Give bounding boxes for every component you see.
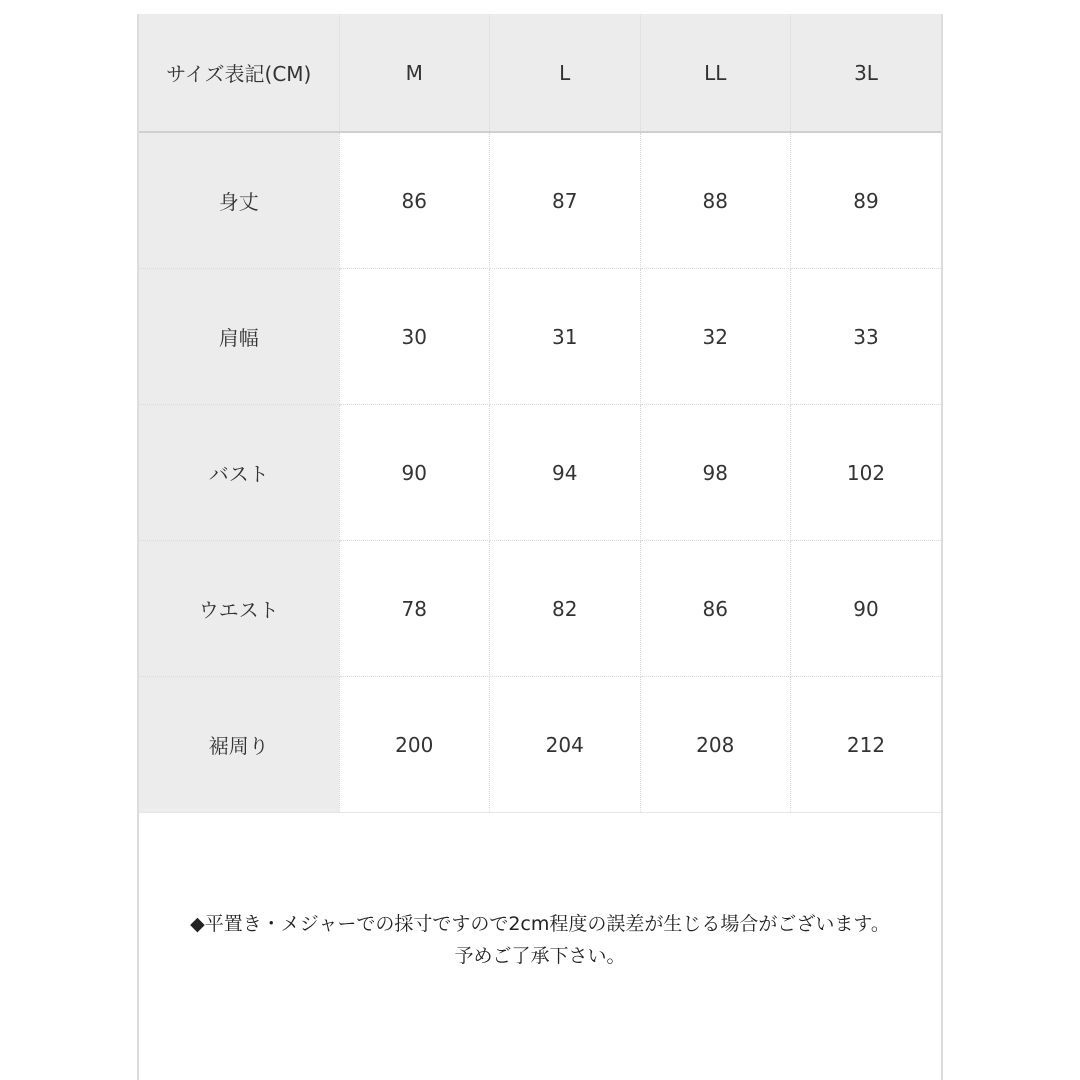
table-row-bust <box>139 405 941 541</box>
table-row-hem <box>139 677 941 813</box>
header-row <box>139 14 941 132</box>
header-size-ll: LL <box>640 14 791 132</box>
table-cell: 78 <box>339 541 490 677</box>
table-cell: 86 <box>339 132 490 269</box>
header-size-l: L <box>490 14 641 132</box>
table-cell: 90 <box>791 541 942 677</box>
table-cell: 208 <box>640 677 791 813</box>
table-cell: 82 <box>490 541 641 677</box>
table-cell: 98 <box>640 405 791 541</box>
row-label: 裾周り <box>139 677 339 813</box>
table-cell: 88 <box>640 132 791 269</box>
table-cell: 204 <box>490 677 641 813</box>
table-cell: 200 <box>339 677 490 813</box>
header-size-m: M <box>339 14 490 132</box>
table-cell: 102 <box>791 405 942 541</box>
table-cell: 31 <box>490 269 641 405</box>
table-cell: 86 <box>640 541 791 677</box>
table-cell: 89 <box>791 132 942 269</box>
table-cell: 90 <box>339 405 490 541</box>
table-cell: 33 <box>791 269 942 405</box>
header-size-label: サイズ表記(CM) <box>139 14 339 132</box>
row-label: ウエスト <box>139 541 339 677</box>
table-cell: 32 <box>640 269 791 405</box>
size-chart-table <box>139 14 941 813</box>
header-size-3l: 3L <box>791 14 942 132</box>
row-label: 肩幅 <box>139 269 339 405</box>
table-row-waist <box>139 541 941 677</box>
measurement-note <box>139 908 941 972</box>
table-cell: 212 <box>791 677 942 813</box>
note-line-2: 予めご了承下さい。 <box>454 945 626 967</box>
note-line-1: ◆平置き・メジャーでの採寸ですので2cm程度の誤差が生じる場合がございます。 <box>190 913 890 935</box>
table-row-shoulder <box>139 269 941 405</box>
row-label: バスト <box>139 405 339 541</box>
table-row-length <box>139 132 941 269</box>
table-cell: 94 <box>490 405 641 541</box>
table-cell: 87 <box>490 132 641 269</box>
table-cell: 30 <box>339 269 490 405</box>
row-label: 身丈 <box>139 132 339 269</box>
